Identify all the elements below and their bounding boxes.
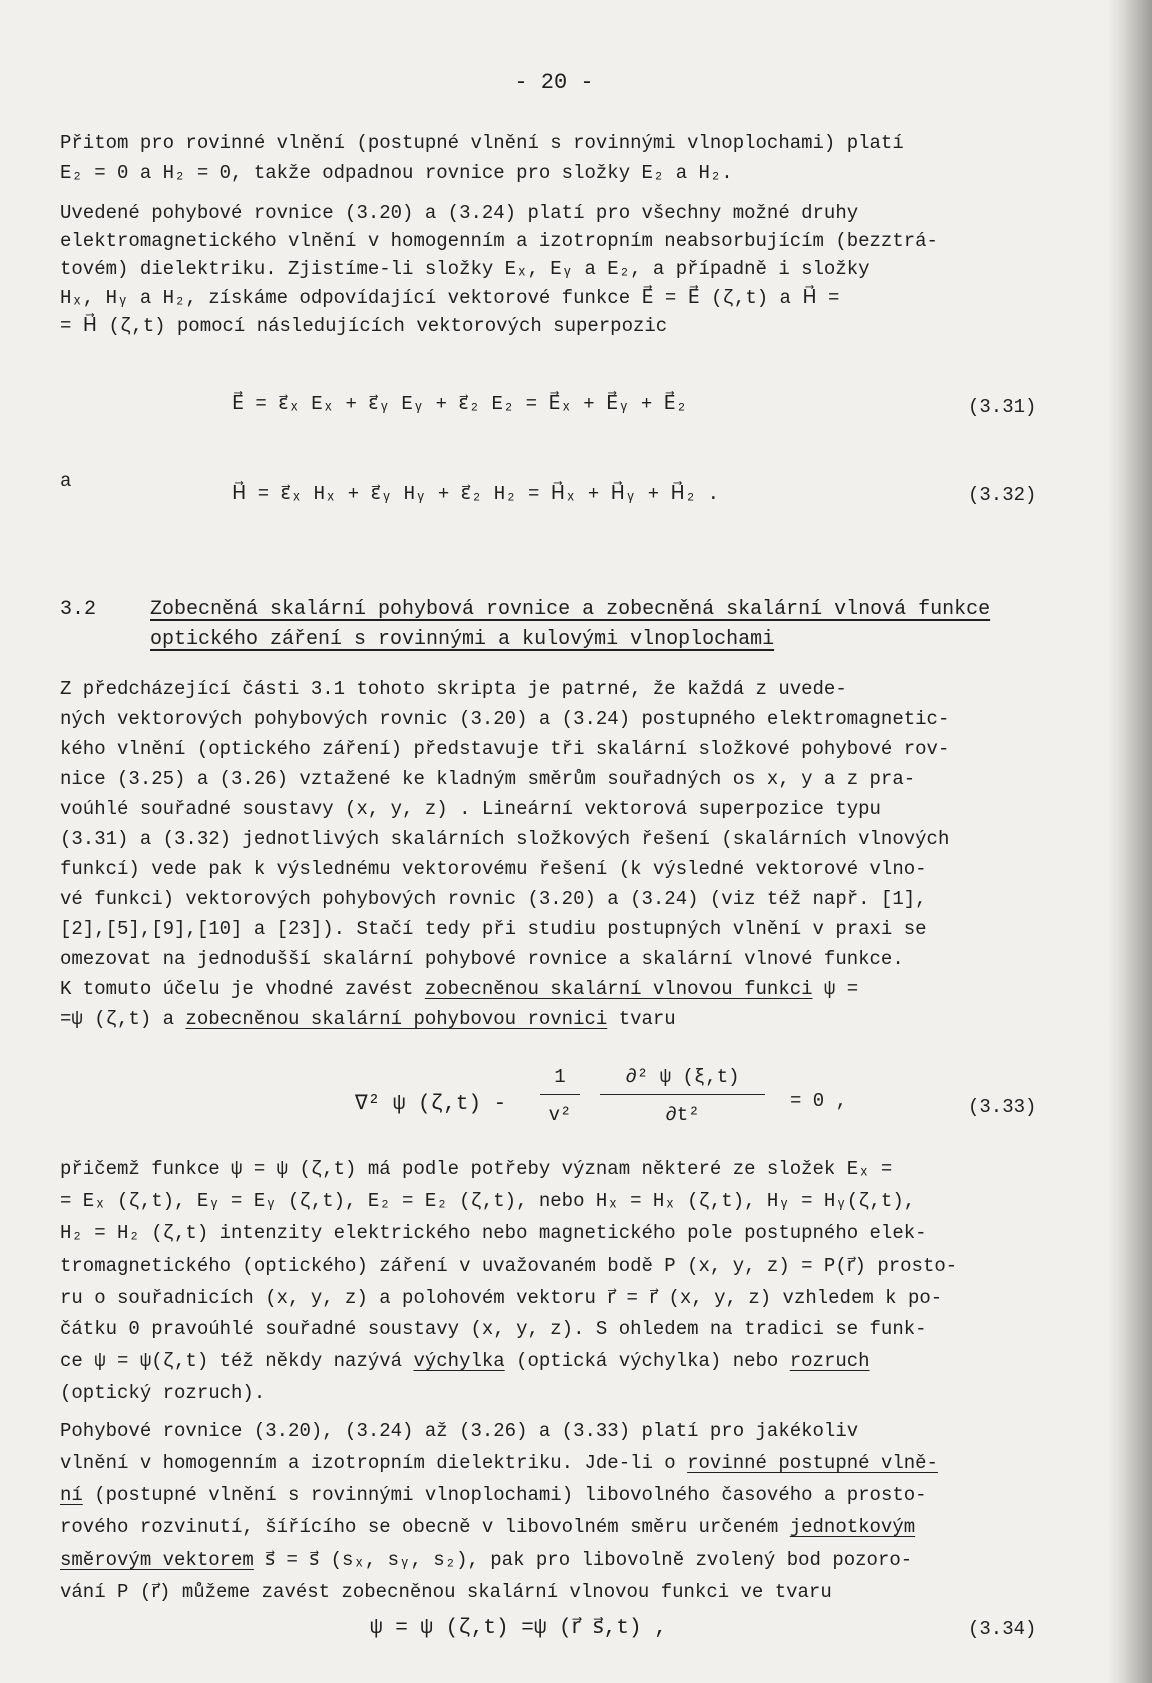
text-line: [60, 1548, 912, 1571]
text-line: elektromagnetického vlnění v homogenním a izotropním neabsorbujícím (bezztrá-: [60, 230, 938, 252]
text-line: [60, 1350, 870, 1372]
text-span: K tomuto účelu je vhodné zavést: [60, 978, 425, 1000]
equation-number: (3.32): [968, 484, 1037, 506]
text-line: = H⃗ (ζ,t) pomocí následujících vektorových superpozic: [60, 315, 668, 337]
text-line: voúhlé souřadné soustavy (x, y, z) . Lineární vektorová superpozice typu: [60, 798, 881, 820]
fraction-denominator: v²: [548, 1104, 572, 1126]
text-span: (postupné vlnění s rovinnými vlnoplochami) libovolného časového a prosto-: [82, 1484, 927, 1506]
text-line: vé funkci) vektorových pohybových rovnic (3.20) a (3.24) (viz též např. [1],: [60, 888, 927, 910]
text-line: tovém) dielektriku. Zjistíme-li složky Eₓ, Eᵧ a E₂, a případně i složky: [60, 258, 870, 280]
text-line: Uvedené pohybové rovnice (3.20) a (3.24) platí pro všechny možné druhy: [60, 202, 859, 224]
underlined-term: směrovým vektorem: [60, 1549, 254, 1571]
text-span: vlnění v homogenním a izotropním dielektriku. Jde-li o: [60, 1452, 688, 1474]
text-line: Pohybové rovnice (3.20), (3.24) až (3.26) a (3.33) platí pro jakékoliv: [60, 1420, 859, 1442]
text-line: = Eₓ (ζ,t), Eᵧ = Eᵧ (ζ,t), E₂ = E₂ (ζ,t), nebo Hₓ = Hₓ (ζ,t), Hᵧ = Hᵧ(ζ,t),: [60, 1190, 916, 1212]
text-line: Z předcházející části 3.1 tohoto skripta je patrné, že každá z uvede-: [60, 678, 847, 700]
equation-3-34: ψ = ψ (ζ,t) =ψ (r⃗ s⃗,t) ,: [370, 1617, 667, 1640]
text-span: (optická výchylka) nebo: [504, 1350, 790, 1372]
text-line: nice (3.25) a (3.26) vztažené ke kladným směrům souřadných os x, y a z pra-: [60, 768, 916, 790]
fraction-bar: [600, 1094, 765, 1095]
underlined-term: rovinné postupné vlně-: [687, 1452, 938, 1474]
underlined-term: výchylka: [413, 1350, 505, 1372]
text-line: omezovat na jednodušší skalární pohybové rovnice a skalární vlnové funkce.: [60, 948, 904, 970]
section-number: 3.2: [60, 598, 97, 621]
fraction-numerator: ∂² ψ (ξ,t): [625, 1066, 740, 1088]
text-line: [60, 1484, 927, 1506]
equation-number: (3.34): [968, 1618, 1037, 1640]
equation-number: (3.33): [968, 1096, 1037, 1118]
equation-3-33-lhs: ∇² ψ (ζ,t) -: [355, 1093, 507, 1116]
text-line: Hₓ, Hᵧ a H₂, získáme odpovídající vektorové funkce E⃗ = E⃗ (ζ,t) a H⃗ =: [60, 287, 840, 309]
fraction-denominator: ∂t²: [665, 1104, 700, 1126]
text-line: E₂ = 0 a H₂ = 0, takže odpadnou rovnice pro složky E₂ a H₂.: [60, 162, 733, 184]
text-line: (optický rozruch).: [60, 1382, 266, 1404]
equation-3-32: H⃗ = ε⃗ₓ Hₓ + ε⃗ᵧ Hᵧ + ε⃗₂ H₂ = H⃗ₓ + H⃗ᵧ + H⃗₂ .: [232, 483, 720, 505]
equation-number: (3.31): [968, 396, 1037, 418]
underlined-term: rozruch: [789, 1350, 870, 1372]
underlined-term: ní: [60, 1484, 83, 1506]
text-line: [60, 1452, 938, 1474]
text-line: funkcí) vede pak k výslednému vektorovému řešení (k výsledné vektorové vlno-: [60, 858, 927, 880]
underlined-term: jednotkovým: [789, 1516, 916, 1538]
text-line: kého vlnění (optického záření) představuje tři skalární složkové pohybové rov-: [60, 738, 950, 760]
text-line: vání P (r⃗) můžeme zavést zobecněnou skalární vlnovou funkci ve tvaru: [60, 1581, 832, 1603]
section-title: Zobecněná skalární pohybová rovnice a zobecněná skalární vlnová funkce: [150, 598, 991, 621]
text-line: (3.31) a (3.32) jednotlivých skalárních složkových řešení (skalárních vlnových: [60, 828, 950, 850]
text-line: Přitom pro rovinné vlnění (postupné vlnění s rovinnými vlnoplochami) platí: [60, 132, 904, 154]
text-span: ψ =: [812, 978, 859, 1000]
text-line: [60, 978, 858, 1000]
text-line: [60, 1008, 676, 1030]
conjunction-label: a: [60, 470, 72, 492]
text-line: H₂ = H₂ (ζ,t) intenzity elektrického nebo magnetického pole postupného elek-: [60, 1222, 927, 1244]
equation-3-33-rhs: = 0 ,: [790, 1090, 848, 1112]
text-line: ru o souřadnicích (x, y, z) a polohovém vektoru r⃗ = r⃗ (x, y, z) vzhledem k po-: [60, 1287, 943, 1309]
page-binding-shadow: [1108, 0, 1152, 1683]
underlined-term: zobecněnou skalární pohybovou rovnici: [185, 1008, 608, 1030]
underlined-term: zobecněnou skalární vlnovou funkci: [424, 978, 813, 1000]
page-number: - 20 -: [514, 70, 594, 95]
text-span: s⃗ = s⃗ (sₓ, sᵧ, s₂), pak pro libovolně zvolený bod pozoro-: [253, 1549, 913, 1571]
text-line: tromagnetického (optického) záření v uvažovaném bodě P (x, y, z) = P(r⃗) prosto-: [60, 1255, 958, 1277]
section-title: optického záření s rovinnými a kulovými vlnoplochami: [150, 628, 775, 651]
text-line: ných vektorových pohybových rovnic (3.20) a (3.24) postupného elektromagnetic-: [60, 708, 950, 730]
fraction-numerator: 1: [554, 1066, 566, 1088]
text-span: tvaru: [607, 1008, 676, 1030]
text-line: čátku 0 pravoúhlé souřadné soustavy (x, y, z). S ohledem na tradici se funk-: [60, 1318, 927, 1340]
text-line: přičemž funkce ψ = ψ (ζ,t) má podle potřeby význam některé ze složek Eₓ =: [60, 1158, 893, 1180]
equation-3-31: E⃗ = ε⃗ₓ Eₓ + ε⃗ᵧ Eᵧ + ε⃗₂ E₂ = E⃗ₓ + E⃗ᵧ + E⃗₂: [232, 393, 688, 415]
text-line: [60, 1516, 915, 1538]
fraction-bar: [540, 1094, 580, 1095]
text-span: rového rozvinutí, šířícího se obecně v libovolném směru určeném: [60, 1516, 790, 1538]
text-line: [2],[5],[9],[10] a [23]). Stačí tedy při studiu postupných vlnění v praxi se: [60, 918, 927, 940]
text-span: ce ψ = ψ(ζ,t) též někdy nazývá: [60, 1350, 414, 1372]
text-span: =ψ (ζ,t) a: [60, 1008, 186, 1030]
